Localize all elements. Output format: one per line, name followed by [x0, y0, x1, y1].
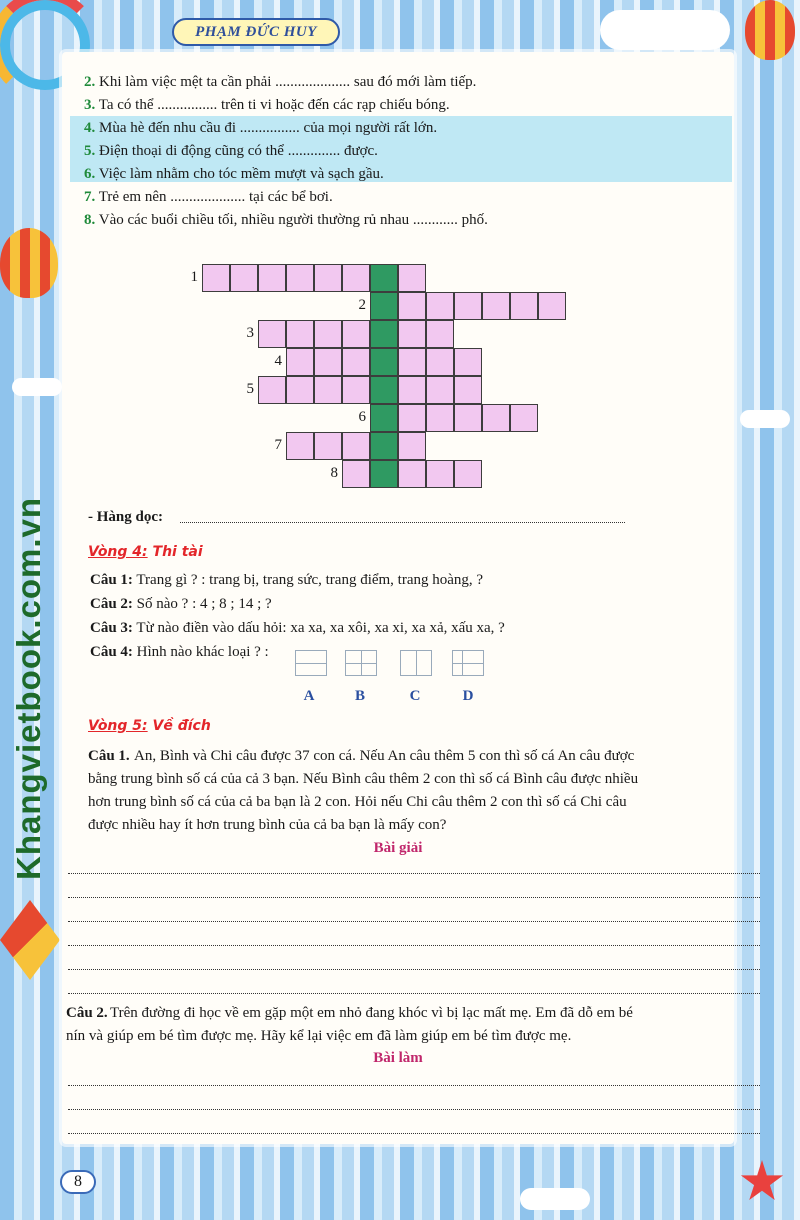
crossword-row-label: 7: [274, 437, 282, 453]
sentence-8: [84, 210, 488, 230]
crossword-cell[interactable]: [314, 348, 342, 376]
crossword-cell[interactable]: [426, 460, 454, 488]
sentence-text: Vào các buổi chiều tối, nhiều người thường rủ nhau ............ phố.: [98, 212, 488, 228]
answer-line[interactable]: [68, 873, 760, 874]
crossword-cell[interactable]: [314, 264, 342, 292]
crossword-row-label: 4: [274, 353, 282, 369]
round4-title: [88, 544, 203, 560]
round5-title: [88, 718, 211, 734]
crossword-cell[interactable]: [398, 348, 426, 376]
crossword-cell[interactable]: [258, 320, 286, 348]
crossword-cell[interactable]: [342, 348, 370, 376]
kite-icon: [0, 900, 60, 980]
round5-q2-line-1: Trên đường đi học về em gặp một em nhỏ đang khóc vì bị lạc mất mẹ. Em đã dỗ em bé: [110, 1005, 633, 1021]
crossword-row-label: 2: [358, 297, 366, 313]
cloud-decoration: [740, 410, 790, 428]
crossword-cell[interactable]: [398, 376, 426, 404]
answer-line[interactable]: [68, 969, 760, 970]
crossword-cell[interactable]: [454, 460, 482, 488]
sentence-3: [84, 95, 450, 115]
crossword-cell[interactable]: [426, 292, 454, 320]
crossword-cell[interactable]: [286, 348, 314, 376]
sentence-4: [84, 118, 437, 138]
question-label: Câu 3:: [90, 620, 133, 636]
option-b-figure[interactable]: [345, 650, 377, 676]
crossword-cell[interactable]: [454, 348, 482, 376]
sentence-number: 4.: [84, 120, 96, 136]
crossword-cell[interactable]: [398, 432, 426, 460]
round-number: Vòng 5:: [88, 718, 148, 734]
round5-q1-label: Câu 1.: [88, 748, 130, 764]
round-number: Vòng 4:: [88, 544, 148, 560]
crossword-key-cell[interactable]: [370, 376, 398, 404]
crossword-cell[interactable]: [286, 432, 314, 460]
answer-line[interactable]: [68, 1085, 760, 1086]
crossword-row-label: 3: [246, 325, 254, 341]
bai-lam-heading: Bài làm: [373, 1050, 423, 1066]
round4-question-3: [90, 618, 505, 638]
cloud-decoration: [600, 10, 730, 50]
question-text: Trang gì ? : trang bị, trang sức, trang điểm, trang hoàng, ?: [136, 572, 484, 588]
hang-doc-answer-line[interactable]: [180, 522, 625, 523]
crossword-key-cell[interactable]: [370, 432, 398, 460]
sentence-text: Mùa hè đến nhu cầu đi ................ của mọi người rất lớn.: [99, 120, 438, 136]
page-number: 8: [60, 1170, 96, 1194]
crossword-cell[interactable]: [314, 432, 342, 460]
round5-q1-line-4: được nhiều hay ít hơn trung bình của cả ba bạn là mấy con?: [88, 817, 447, 833]
crossword-key-cell[interactable]: [370, 404, 398, 432]
round-name: Về đích: [152, 718, 211, 734]
option-c-label[interactable]: C: [409, 688, 421, 704]
answer-line[interactable]: [68, 945, 760, 946]
crossword-cell[interactable]: [398, 320, 426, 348]
crossword-cell[interactable]: [454, 376, 482, 404]
sentence-number: 5.: [84, 143, 96, 159]
option-d-figure[interactable]: [452, 650, 484, 676]
sentence-7: [84, 187, 333, 207]
crossword-key-cell[interactable]: [370, 292, 398, 320]
crossword-cell[interactable]: [398, 404, 426, 432]
crossword-cell[interactable]: [482, 404, 510, 432]
crossword-cell[interactable]: [258, 376, 286, 404]
question-label: Câu 2:: [90, 596, 133, 612]
header-title: PHẠM ĐỨC HUY: [172, 18, 340, 46]
option-c-figure[interactable]: [400, 650, 432, 676]
question-label: Câu 4:: [90, 644, 133, 660]
star-icon: [740, 1160, 784, 1204]
round5-q1-line-2: bằng trung bình số cá của cả 3 bạn. Nếu Bình câu thêm 2 con thì số cá Bình câu được nhiều: [88, 771, 639, 787]
question-text: Số nào ? : 4 ; 8 ; 14 ; ?: [136, 596, 272, 612]
sentence-text: Ta có thể ................ trên ti vi hoặc đến các rạp chiếu bóng.: [98, 97, 450, 113]
crossword-cell[interactable]: [510, 292, 538, 320]
crossword-cell[interactable]: [342, 376, 370, 404]
balloon-icon: [0, 228, 58, 298]
answer-line[interactable]: [68, 897, 760, 898]
round5-q1-line-3: hơn trung bình số cá của cả ba bạn là 2 con. Hỏi nếu Chi câu thêm 2 con thì số cá Chi câu: [88, 794, 627, 810]
crossword-cell[interactable]: [202, 264, 230, 292]
crossword-row-label: 1: [190, 269, 198, 285]
round5-q1-line-1: An, Bình và Chi câu được 37 con cá. Nếu An câu thêm 5 con thì số cá An câu được: [134, 748, 635, 764]
crossword-row-label: 8: [330, 465, 338, 481]
bai-giai-heading: Bài giải: [373, 840, 423, 856]
sentence-number: 2.: [84, 74, 96, 90]
crossword-cell[interactable]: [342, 460, 370, 488]
crossword-cell[interactable]: [314, 376, 342, 404]
crossword-cell[interactable]: [426, 376, 454, 404]
answer-line[interactable]: [68, 1109, 760, 1110]
option-b-label[interactable]: B: [354, 688, 365, 704]
round5-q2-line-2: nín và giúp em bé tìm được mẹ. Hãy kể lại việc em đã làm giúp em bé tìm được mẹ.: [66, 1028, 572, 1044]
cloud-decoration: [12, 378, 62, 396]
cloud-decoration: [520, 1188, 590, 1210]
sentence-6: [84, 164, 384, 184]
crossword-cell[interactable]: [230, 264, 258, 292]
crossword-cell[interactable]: [482, 292, 510, 320]
crossword-cell[interactable]: [286, 320, 314, 348]
crossword-cell[interactable]: [286, 376, 314, 404]
crossword-cell[interactable]: [258, 264, 286, 292]
crossword-cell[interactable]: [342, 264, 370, 292]
crossword-cell[interactable]: [454, 404, 482, 432]
crossword-key-cell[interactable]: [370, 460, 398, 488]
sentence-2: [84, 72, 476, 92]
crossword-key-cell[interactable]: [370, 348, 398, 376]
hang-doc-label: - Hàng dọc:: [88, 509, 163, 525]
answer-line[interactable]: [68, 921, 760, 922]
crossword-cell[interactable]: [538, 292, 566, 320]
crossword-cell[interactable]: [426, 404, 454, 432]
crossword-cell[interactable]: [510, 404, 538, 432]
crossword-key-cell[interactable]: [370, 264, 398, 292]
sentence-number: 3.: [84, 97, 96, 113]
crossword-key-cell[interactable]: [370, 320, 398, 348]
crossword-row-label: 6: [358, 409, 366, 425]
sentence-5: [84, 141, 378, 161]
crossword-cell[interactable]: [342, 320, 370, 348]
round4-question-1: [90, 570, 483, 590]
crossword-row-label: 5: [246, 381, 254, 397]
question-text: Hình nào khác loại ? :: [136, 644, 269, 660]
crossword-cell[interactable]: [454, 292, 482, 320]
question-label: Câu 1:: [90, 572, 133, 588]
answer-line[interactable]: [68, 1133, 760, 1134]
round4-question-4: [90, 642, 269, 662]
sentence-number: 7.: [84, 189, 96, 205]
crossword-cell[interactable]: [314, 320, 342, 348]
crossword-cell[interactable]: [342, 432, 370, 460]
option-a-figure[interactable]: [295, 650, 327, 676]
crossword-cell[interactable]: [426, 320, 454, 348]
option-d-label[interactable]: D: [462, 688, 474, 704]
crossword-cell[interactable]: [286, 264, 314, 292]
question-text: Từ nào điền vào dấu hỏi: xa xa, xa xôi, xa xi, xa xả, xấu xa, ?: [136, 620, 505, 636]
sentence-text: Điện thoại di động cũng có thể .............. được.: [99, 143, 378, 159]
crossword-cell[interactable]: [398, 264, 426, 292]
round4-question-2: [90, 594, 272, 614]
sentence-number: 6.: [84, 166, 96, 182]
crossword-cell[interactable]: [398, 460, 426, 488]
round-name: Thi tài: [152, 544, 203, 560]
crossword-cell[interactable]: [398, 292, 426, 320]
sentence-text: Trẻ em nên .................... tại các bể bơi.: [98, 189, 333, 205]
balloon-icon: [745, 0, 795, 60]
side-brand-text: Khangvietbook.com.vn: [10, 496, 47, 880]
sentence-text: Khi làm việc mệt ta cần phải .................... sau đó mới làm tiếp.: [99, 74, 477, 90]
option-a-label[interactable]: A: [303, 688, 315, 704]
crossword-cell[interactable]: [426, 348, 454, 376]
sentence-number: 8.: [84, 212, 96, 228]
round5-q2-label: Câu 2.: [66, 1005, 108, 1021]
sentence-text: Việc làm nhằm cho tóc mềm mượt và sạch gầu.: [98, 166, 384, 182]
answer-line[interactable]: [68, 993, 760, 994]
